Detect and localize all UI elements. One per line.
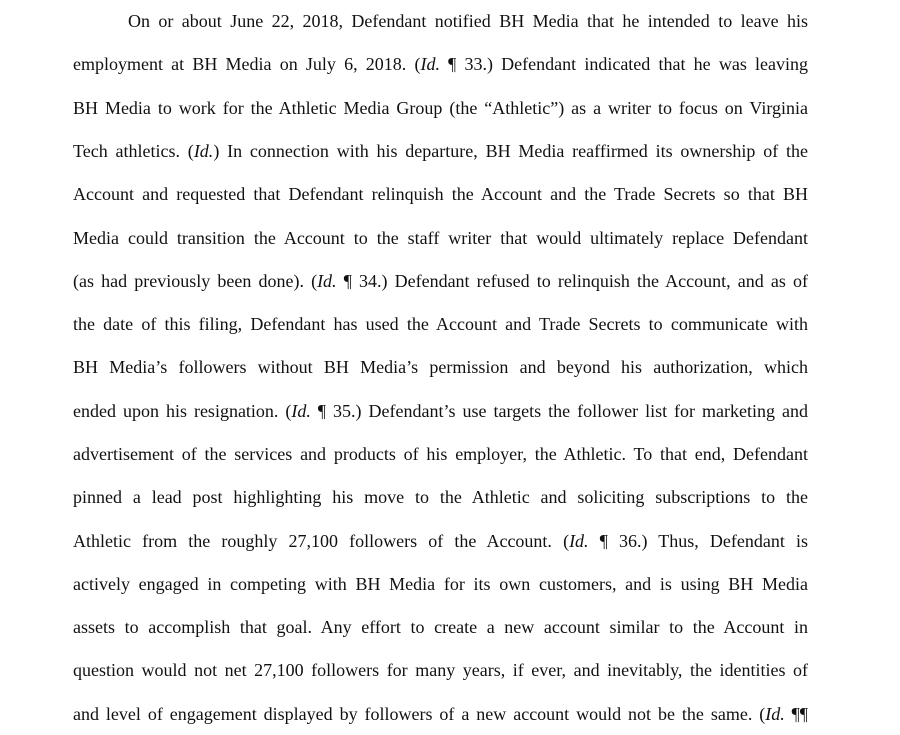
citation-id: Id. <box>291 401 311 421</box>
citation-id: Id. <box>317 271 337 291</box>
line-text-before: employment at BH Media on July 6, 2018. ( <box>73 54 421 74</box>
line-text: BH Media’s followers without BH Media’s permission and beyond his authorization, which <box>73 357 808 377</box>
line-text: assets to accomplish that goal. Any effort to create a new account similar to the Account in <box>73 617 808 637</box>
line-text-after: ¶ 35.) Defendant’s use targets the follower list for marketing and <box>310 401 808 421</box>
paragraph-line-5 <box>73 180 808 208</box>
line-text: advertisement of the services and products of his employer, the Athletic. To that end, Defendant <box>73 444 808 464</box>
line-text-after: ¶¶ <box>784 704 808 724</box>
line-text: BH Media to work for the Athletic Media Group (the “Athletic”) as a writer to focus on Virginia <box>73 98 808 118</box>
citation-id: Id. <box>569 531 589 551</box>
line-text: Media could transition the Account to the staff writer that would ultimately replace Defendant <box>73 228 808 248</box>
line-text-after: ¶ 33.) Defendant indicated that he was leaving <box>439 54 808 74</box>
paragraph-line-2 <box>73 50 808 78</box>
citation-id: Id. <box>420 54 440 74</box>
paragraph-line-3 <box>73 94 808 122</box>
paragraph-line-11 <box>73 440 808 468</box>
paragraph-line-10 <box>73 397 808 425</box>
paragraph-line-6 <box>73 224 808 252</box>
line-text-before: Tech athletics. ( <box>73 141 194 161</box>
line-text-before: ended upon his resignation. ( <box>73 401 292 421</box>
line-text: question would not net 27,100 followers for many years, if ever, and inevitably, the identities of <box>73 660 808 680</box>
line-text-after: ¶ 34.) Defendant refused to relinquish the Account, and as of <box>336 271 808 291</box>
line-text: the date of this filing, Defendant has used the Account and Trade Secrets to communicate with <box>73 314 808 334</box>
paragraph-line-14 <box>73 570 808 598</box>
paragraph-line-1 <box>128 7 808 35</box>
line-text: Account and requested that Defendant relinquish the Account and the Trade Secrets so that BH <box>73 184 808 204</box>
line-text: actively engaged in competing with BH Media for its own customers, and is using BH Media <box>73 574 808 594</box>
paragraph-line-9 <box>73 353 808 381</box>
paragraph-line-4 <box>73 137 808 165</box>
paragraph-line-7 <box>73 267 808 295</box>
line-text: On or about June 22, 2018, Defendant notified BH Media that he intended to leave his <box>128 11 808 31</box>
line-text-before: Athletic from the roughly 27,100 followers of the Account. ( <box>73 531 570 551</box>
paragraph-line-17 <box>73 700 808 728</box>
line-text-after: ¶ 36.) Thus, Defendant is <box>588 531 808 551</box>
line-text-before: (as had previously been done). ( <box>73 271 318 291</box>
paragraph-line-16 <box>73 656 808 684</box>
paragraph-line-8 <box>73 310 808 338</box>
line-text: pinned a lead post highlighting his move to the Athletic and soliciting subscriptions to the <box>73 487 808 507</box>
paragraph-line-12 <box>73 483 808 511</box>
citation-id: Id. <box>765 704 785 724</box>
citation-id: Id. <box>193 141 214 161</box>
line-text-after: ) In connection with his departure, BH Media reaffirmed its ownership of the <box>213 141 809 161</box>
line-text-before: and level of engagement displayed by followers of a new account would not be the same. ( <box>73 704 766 724</box>
paragraph-line-13 <box>73 527 808 555</box>
paragraph-line-15 <box>73 613 808 641</box>
